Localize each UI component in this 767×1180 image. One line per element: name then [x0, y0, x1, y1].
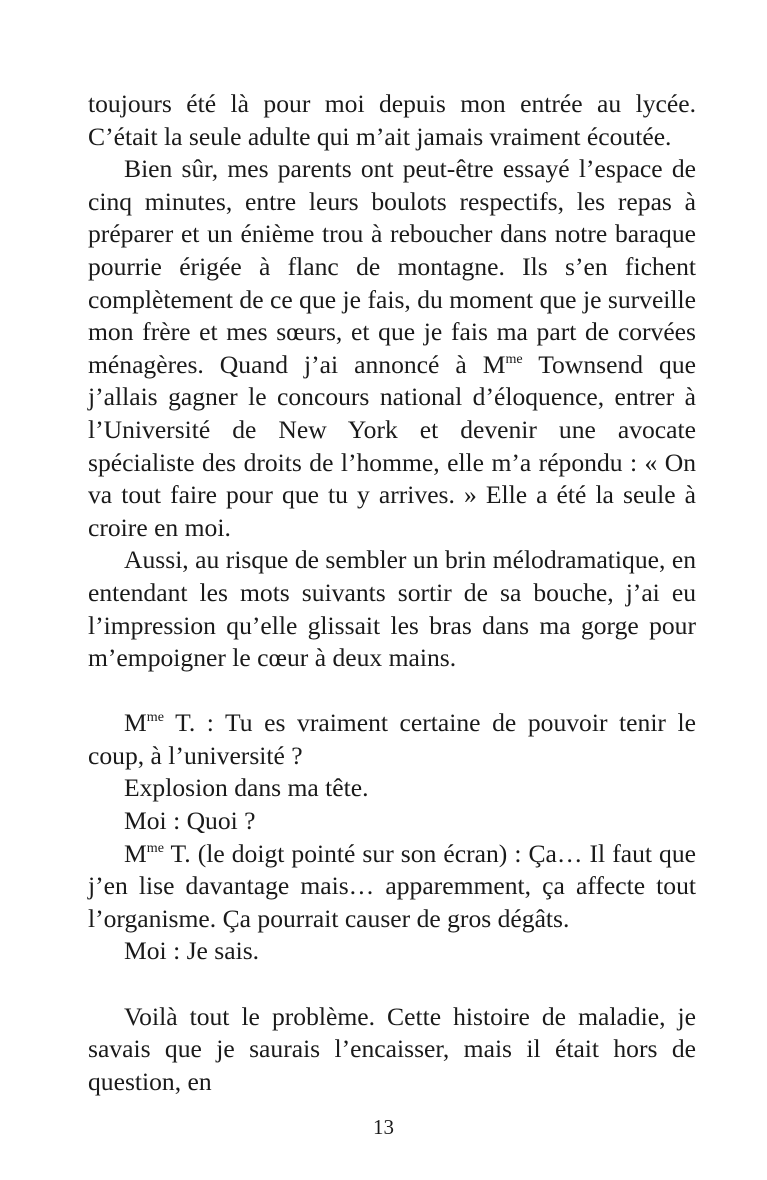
superscript-me: me: [505, 350, 523, 367]
page-number: 13: [373, 1115, 394, 1139]
paragraph-final: Voilà tout le problème. Cette histoire de maladie, je savais que je saurais l’encaisser, mais il était hors de question, en: [88, 1001, 696, 1096]
superscript-me: me: [146, 839, 164, 856]
dialogue-line-4: $M^{me}$ T. (le doigt pointé sur son écran) : Ça… Il faut que j’en lise davantage mais… apparemment, ça affecte tout l’organisme. Ça pourrait causer de gros dégâts.: [88, 838, 696, 933]
dialogue-line-5: Moi : Je sais.: [124, 936, 260, 966]
dialogue-line-2: Explosion dans ma tête.: [124, 773, 369, 803]
dialogue-line-3: Moi : Quoi ?: [124, 806, 256, 836]
body-text: [88, 88, 696, 1098]
paragraph-2: Bien sûr, mes parents ont peut-être essayé l’espace de cinq minutes, entre leurs boulots respectifs, les repas à préparer et un énième trou à reboucher dans notre baraque pourrie érigée à flanc de montagne. Ils s’en fichent complètement de ce que je fais, du moment que je surveille mon frère et mes sœurs, et que je fais ma part de corvées ménagères. Quand j’ai annoncé à $M^{me}$ Townsend que j’allais gagner le concours national d’éloquence, entrer à l’Université de New York et devenir une avocate spécialiste des droits de l’homme, elle m’a répondu : « On va tout faire pour que tu y arrives. » Elle a été la seule à croire en moi.: [88, 154, 696, 542]
superscript-me: me: [146, 709, 164, 726]
paragraph-3: Aussi, au risque de sembler un brin mélodramatique, en entendant les mots suivants sortir de sa bouche, j’ai eu l’impression qu’elle glissait les bras dans ma gorge pour m’empoigner le cœur à deux mains.: [88, 545, 696, 673]
paragraph-1: toujours été là pour moi depuis mon entrée au lycée. C’était la seule adulte qui m’ait jamais vraiment écoutée.: [88, 89, 696, 151]
section-gap: [88, 968, 696, 1001]
section-gap: [88, 675, 696, 708]
dialogue-line-1: $M^{me}$ T. : Tu es vraiment certaine de pouvoir tenir le coup, à l’université ?: [88, 708, 696, 770]
